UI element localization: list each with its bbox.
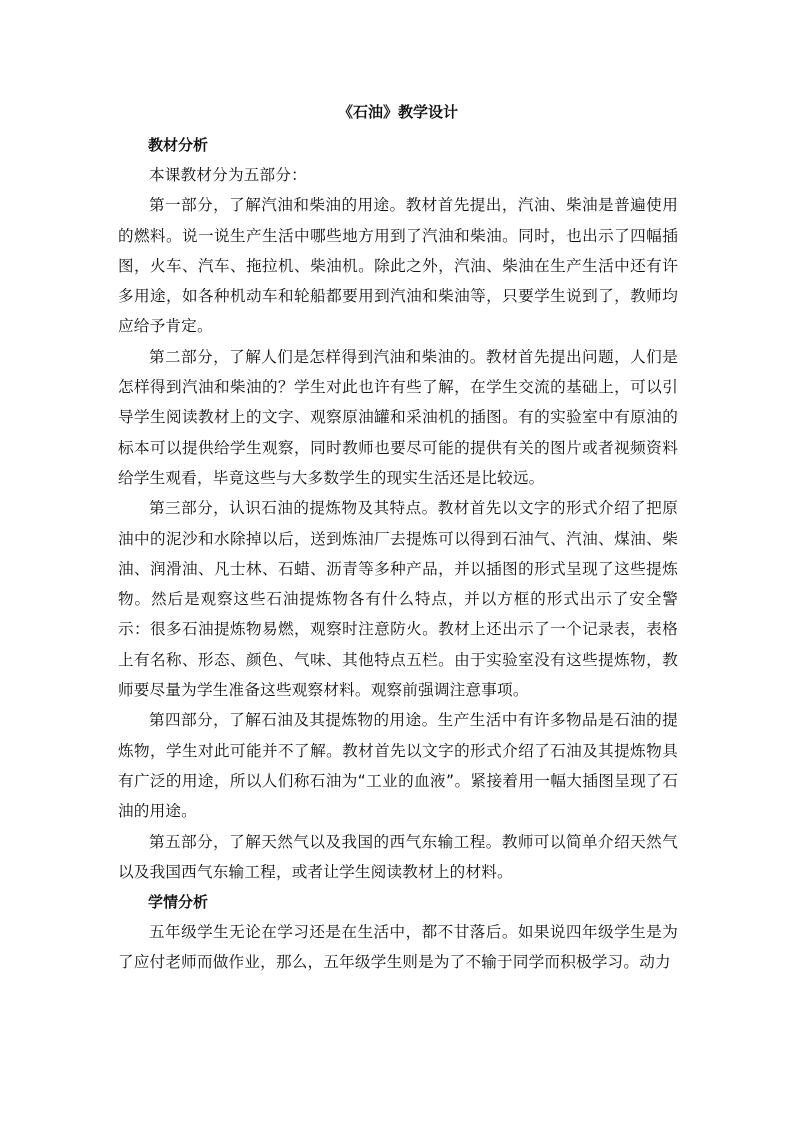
paragraph-part-five: 第五部分，了解天然气以及我国的西气东输工程。教师可以简单介绍天然气以及我国西气东输工程，或者让学生阅读教材上的材料。	[118, 832, 678, 881]
paragraph-part-three: 第三部分，认识石油的提炼物及其特点。教材首先以文字的形式介绍了把原油中的泥沙和水除掉以后，送到炼油厂去提炼可以得到石油气、汽油、煤油、柴油、润滑油、凡士林、石蜡、沥青等多种产品，并以插图的形式呈现了这些提炼物。然后是观察这些石油提炼物各有什么特点，并以方框的形式出示了安全警示：很多石油提炼物易燃，观察时注意防火。教材上还出示了一个记录表，表格上有名称、形态、颜色、气味、其他特点五栏。由于实验室没有这些提炼物，教师要尽量为学生准备这些观察材料。观察前强调注意事项。	[118, 499, 678, 700]
paragraph-part-two: 第二部分，了解人们是怎样得到汽油和柴油的。教材首先提出问题，人们是怎样得到汽油和柴油的？学生对此也许有些了解，在学生交流的基础上，可以引导学生阅读教材上的文字、观察原油罐和采油机的插图。有的实验室中有原油的标本可以提供给学生观察，同时教师也要尽可能的提供有关的图片或者视频资料给学生观看，毕竟这些与大多数学生的现实生活还是比较远。	[118, 347, 678, 487]
paragraph-part-four: 第四部分，了解石油及其提炼物的用途。生产生活中有许多物品是石油的提炼物，学生对此可能并不了解。教材首先以文字的形式介绍了石油及其提炼物具有广泛的用途，所以人们称石油为“工业的血液”。紧接着用一幅大插图呈现了石油的用途。	[118, 711, 678, 821]
section-heading-student-analysis: 学情分析	[148, 893, 209, 912]
document-page	[118, 100, 678, 978]
paragraph-part-one: 第一部分，了解汽油和柴油的用途。教材首先提出，汽油、柴油是普遍使用的燃料。说一说生产生活中哪些地方用到了汽油和柴油。同时，也出示了四幅插图，火车、汽车、拖拉机、柴油机。除此之外，汽油、柴油在生产生活中还有许多用途，如各种机动车和轮船都要用到汽油和柴油等，只要学生说到了，教师均应给予肯定。	[118, 196, 678, 336]
paragraph-student-analysis: 五年级学生无论在学习还是在生活中，都不甘落后。如果说四年级学生是为了应付老师而做作业，那么，五年级学生则是为了不输于同学而积极学习。动力	[118, 923, 678, 972]
paragraph-intro: 本课教材分为五部分：	[149, 166, 307, 184]
section-heading-textbook-analysis: 教材分析	[148, 136, 209, 154]
document-title: 《石油》教学设计	[337, 103, 458, 121]
